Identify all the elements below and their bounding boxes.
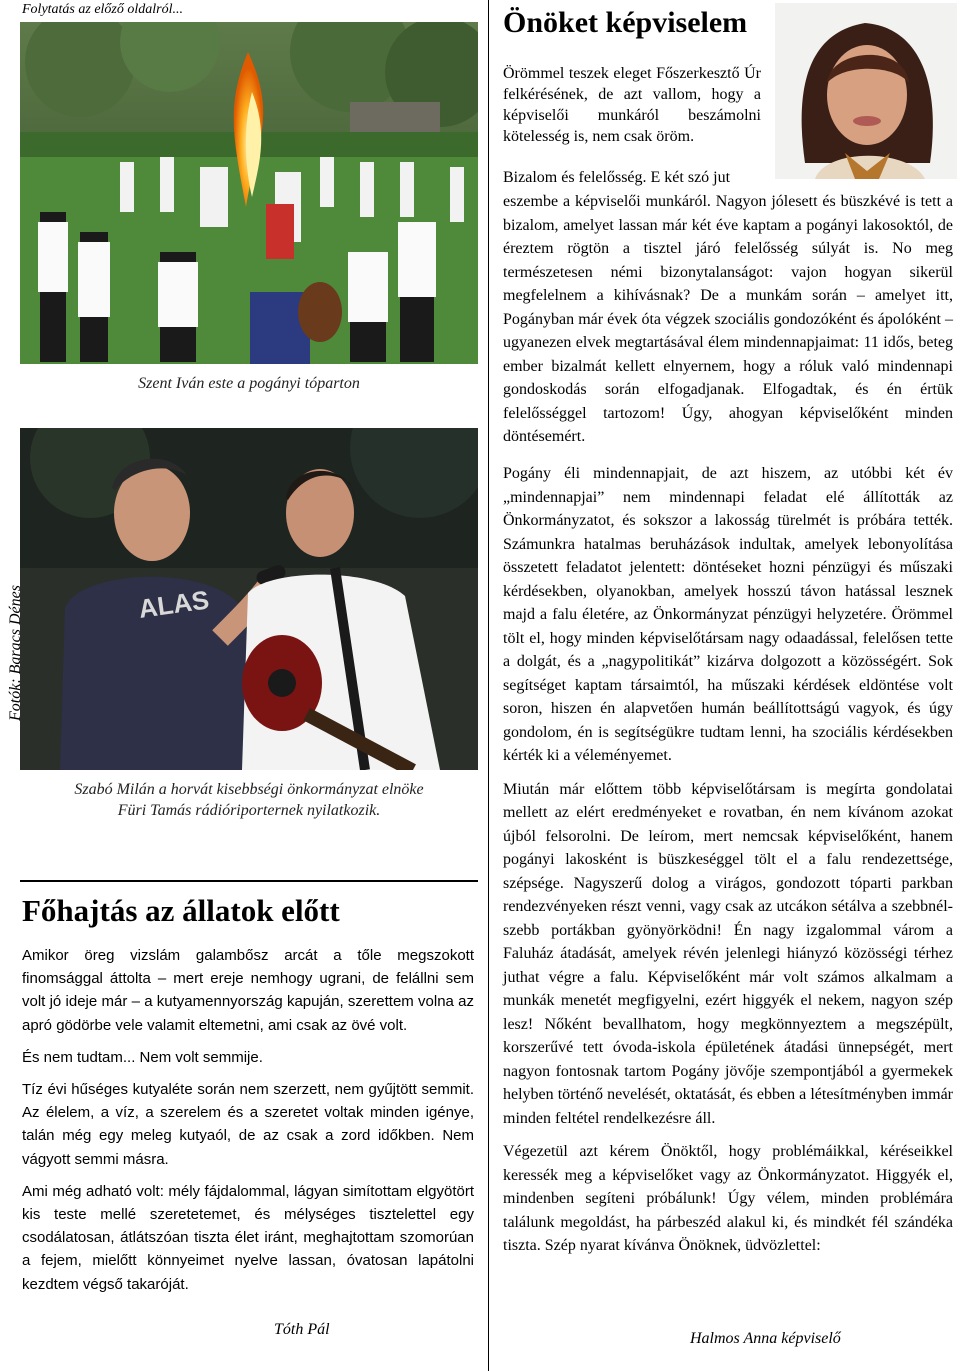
continued-note: Folytatás az előző oldalról... <box>22 2 183 17</box>
interview-photo-image <box>20 428 478 770</box>
right-article-title: Önöket képviselem <box>503 6 748 39</box>
photo-credit: Fotók: Baracs Dénes <box>7 585 24 721</box>
left-article-title: Főhajtás az állatok előtt <box>22 893 340 928</box>
right-p1-rest: eszembe a képviselői munkáról. Nagyon jólesett és büszkévé is tett a bizalom, amelyet lassan már két éve kaptam a pogányi lakosoktól, de éreztem rögtön a tisztel járó felelősség súlyát is. No meg természetesen némi bizonytalanságot: vajon hogyan sikerül megfelelnem a kihívásnak? De a munkám során – amelyet itt, Pogányban már évek óta végzek szociális gondozóként és ápolóként – ugyanezen elvek megtartásával élem mindennapjaimat: 11 idős, beteg ember bizalmát kellett elnyernem, hogy a róluk való mindennapi gondoskodás során elfogadjanak. Elfogadtak, és én értük felelősséggel tartozom! Úgy, ahogyan képviselőként minden döntésemért. <box>503 193 953 445</box>
photo-interview <box>20 428 478 770</box>
right-article-signature: Halmos Anna képviselő <box>690 1330 841 1347</box>
portrait-photo <box>775 3 957 179</box>
midsummer-photo-image <box>20 22 478 364</box>
right-paragraph-3: Miután már előttem több képviselőtársam is megírta gondolatai mellett az elért eredményeket e rovatban, én nem kívánom azokat újból felsorolni. De leírom, mert nemcsak képviselőként, hanem pogányi lakosként is büszkeséggel tölt el a falu rendezettsége, szépsége. Nagyszerű dolog a virágos, gondozott tóparti parkban rendezvényeken részt venni, vagy csak az utcákon sétálva a szebbnél-szebb portákban gyönyörködni! Én nagy izgalommal várom a Faluház átadását, amelyek révén jelenlegi hiányzó közösségi térhez juthat végre a falu. Képviselőként már volt számos alkalmam a munkák menetét megfigyelni, ezért higgyék el nekem, nagyon szép lesz! Nőként bevallhatom, hogy megkönnyeztem a megszépült, korszerűvé tett óvoda-iskola épületének átadási ünnepségét, mert nagyon fontosnak tartom Pogány jövője szempontjából a gyermekek helyben történő nevelését, oktatását, és ebben a létesítményben immár minden feltétel rendelkezésre áll. <box>503 780 953 1127</box>
portrait-image <box>775 3 957 179</box>
photo-caption-midsummer: Szent Iván este a pogányi tóparton <box>138 375 360 392</box>
left-paragraph-4: Ami még adható volt: mély fájdalommal, lágyan simítottam elgyötört kis teste mellé szeretetemet, és mélységes tisztelettel egy csodálatosan, átlátszóan tiszta élet iránt, meghajtottam szomorúan a fejem, mielőtt könnyeimet nyelve lassan, óvatosan lapátolni kezdtem végső takaróját. <box>22 1182 474 1293</box>
right-p1-lead: Bizalom és felelősség. E két szó jut <box>503 169 731 186</box>
left-paragraph-3: Tíz évi hűséges kutyaléte során nem szerzett, nem gyűjtött semmit. Az élelem, a víz, a szerelem és a szeretet voltak minden igénye, talán még egy meleg kutyaól, de az csak a zord időkben. Nem vágyott semmi másra. <box>22 1081 474 1168</box>
left-paragraph-2: És nem tudtam... Nem volt semmije. <box>22 1048 263 1066</box>
right-paragraph-2: Pogány éli mindennapjait, de azt hiszem, az utóbbi két év „mindennapjai” nem mindennapi feladat elé állították az Önkormányzatot, és sokszor a lakosság türelmét is próbára tették. Számunkra hatalmas beruházások indultak, amelyek lebonyolítása összetett feladatot jelentett: döntéseket hozni pénzügyi és műszaki kérdésekben, olyanokban, amelyek hosszú távon hatással lesznek majd a falu életére, az Önkormányzat pénzügyi helyzetére. Örömmel tölt el, hogy minden képviselőtársam nagy odaadással, felelősen tette a dolgát, és a „nagypolitikát” kizárva dolgozott a közösségért. Sok segítséget kaptam társaimtól, ha műszaki kérdések eldöntése volt soron, hiszen én alapvetően humán beállítottságú vagyok, és úgy gondolom, én is segítségükre tudtam lenni, ha szociális kérdésekben kérték ki a véleményemet. <box>503 465 953 764</box>
left-article-author: Tóth Pál <box>274 1321 330 1338</box>
caption-line-2: Füri Tamás rádióriporternek nyilatkozik. <box>117 802 381 819</box>
left-paragraph-1: Amikor öreg vizslám galambősz arcát a tőle megszokott finomsággal áttolta – mert ereje nemhogy ugrani, de felállni sem volt jó ideje már – a kutyamennyország kapuján, szerettem volna az apró gödörbe vele valamit eltemetni, ami csak az övé volt. <box>22 947 474 1034</box>
right-intro: Örömmel teszek eleget Főszerkesztő Úr felkérésének, de azt vallom, hogy a képviselői munkáról beszámolni kötelesség is, nem csak öröm. <box>503 65 761 145</box>
svg-text:ALAS: ALAS <box>136 584 211 624</box>
left-article-body <box>22 944 474 1296</box>
section-rule <box>20 880 478 882</box>
photo-midsummer <box>20 22 478 364</box>
right-article-body <box>503 462 953 1258</box>
caption-line-1: Szabó Milán a horvát kisebbségi önkormányzat elnöke <box>74 781 424 798</box>
right-paragraph-4: Végezetül azt kérem Önöktől, hogy problémáikkal, kéréseikkel keressék meg a képviselőket vagy az Önkormányzatot. Higgyék el, mindenben segíteni próbálunk! Úgy vélem, minden problémára találunk megoldást, ha párbeszéd alakul ki, és mindkét fél szándéka tiszta. Szép nyarat kívánva Önöknek, üdvözlettel: <box>503 1143 953 1254</box>
column-divider <box>488 0 489 1371</box>
photo-caption-interview <box>20 779 478 821</box>
